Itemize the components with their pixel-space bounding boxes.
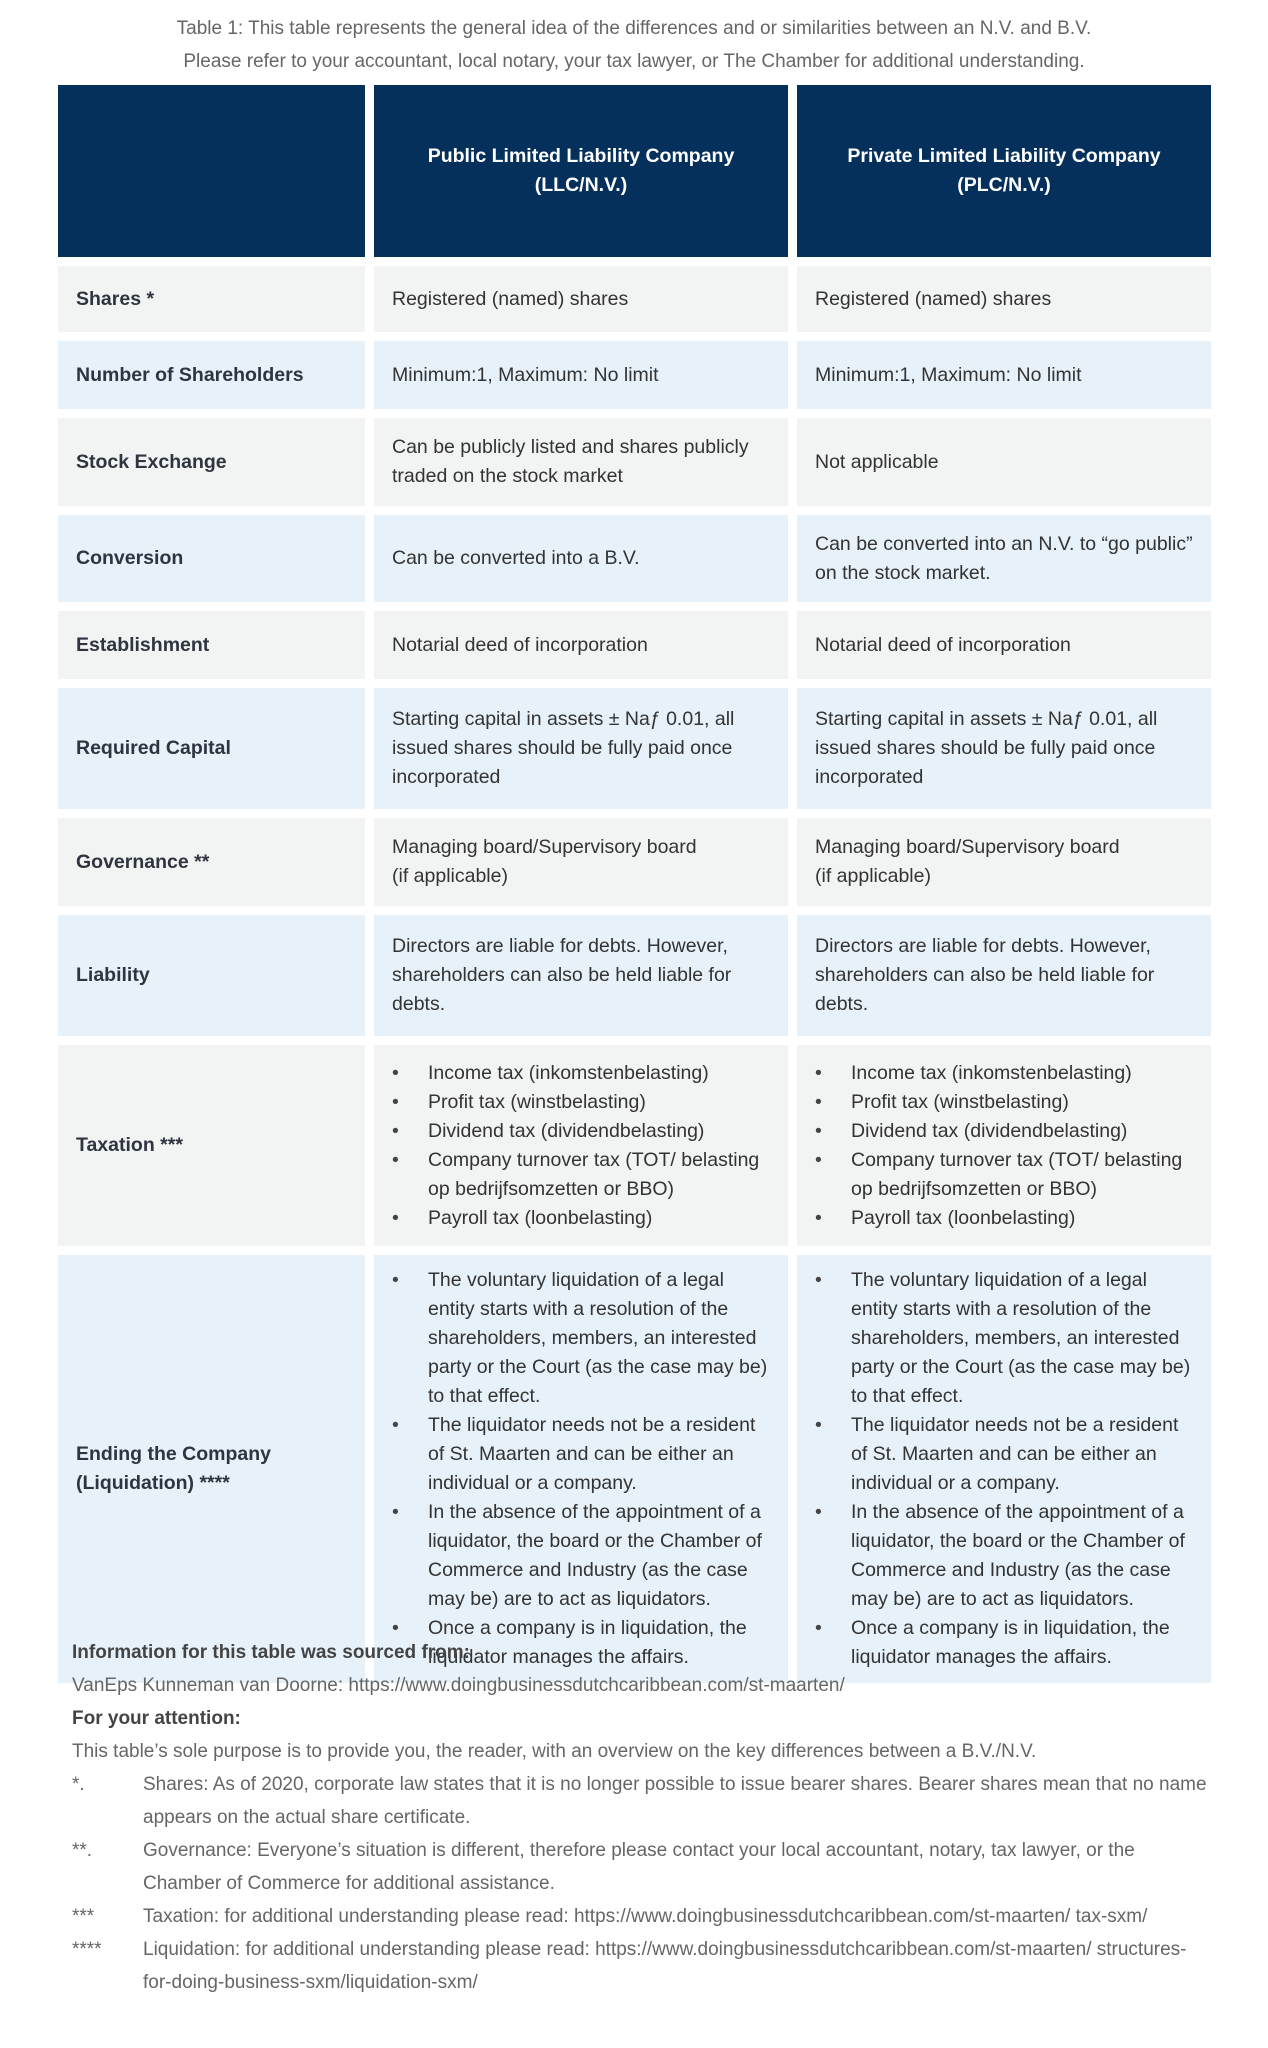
cell-nv-governance-line2: (if applicable) [392, 865, 508, 887]
footnote-marker: **** [72, 1939, 102, 1960]
list-item: • Payroll tax (loonbelasting) [392, 1204, 772, 1233]
list-item: • The voluntary liquidation of a legal entity starts with a resolution of the shareholders, members, an interested party or the Court (as the case may be) to that effect. [815, 1266, 1195, 1411]
cell-bv-governance-line2: (if applicable) [815, 865, 931, 887]
row-label-establishment: Establishment [58, 611, 365, 679]
cell-bv-shareholders: Minimum:1, Maximum: No limit [797, 341, 1211, 409]
cell-bv-establishment: Notarial deed of incorporation [797, 611, 1211, 679]
row-label-taxation: Taxation *** [58, 1045, 365, 1246]
list-item: • Dividend tax (dividendbelasting) [815, 1117, 1195, 1146]
bv-liquidation-list [815, 1266, 1195, 1672]
header-private-line1: Private Limited Liability Company [847, 145, 1161, 167]
list-item: • Income tax (inkomstenbelasting) [392, 1059, 772, 1088]
cell-nv-governance [374, 818, 788, 906]
list-item: • The liquidator needs not be a resident of St. Maarten and can be either an individual or a company. [392, 1411, 772, 1498]
row-label-conversion: Conversion [58, 515, 365, 602]
footnote-text: Liquidation: for additional understanding please read: https://www.doingbusinessdutchcaribbean.com/st-maarten/ structures-for-doing-business-sxm/liquidation-sxm/ [143, 1939, 1187, 1993]
cell-nv-liability: Directors are liable for debts. However, shareholders can also be held liable for debts. [374, 915, 788, 1036]
cell-nv-required-capital: Starting capital in assets ± Naƒ 0.01, all issued shares should be fully paid once incorporated [374, 688, 788, 809]
row-label-liability: Liability [58, 915, 365, 1036]
cell-bv-conversion: Can be converted into an N.V. to “go public” on the stock market. [797, 515, 1211, 602]
bv-taxation-list [815, 1059, 1195, 1233]
header-public-company [374, 85, 788, 257]
source-heading: Information for this table was sourced from: [72, 1642, 470, 1663]
caption-line-1: Table 1: This table represents the general idea of the differences and or similarities between an N.V. and B.V. [176, 18, 1092, 39]
attention-heading: For your attention: [72, 1708, 241, 1729]
footnote-text: Governance: Everyone’s situation is different, therefore please contact your local accountant, notary, tax lawyer, or the Chamber of Commerce for additional assistance. [143, 1840, 1135, 1894]
cell-bv-governance [797, 818, 1211, 906]
cell-bv-taxation [797, 1045, 1211, 1246]
cell-nv-shareholders: Minimum:1, Maximum: No limit [374, 341, 788, 409]
footnote-marker: *** [72, 1906, 95, 1927]
cell-bv-liquidation [797, 1255, 1211, 1683]
footnote [72, 1900, 1212, 1933]
row-label-governance: Governance ** [58, 818, 365, 906]
caption-line-2: Please refer to your accountant, local notary, your tax lawyer, or The Chamber for additional understanding. [183, 51, 1085, 72]
cell-nv-liquidation [374, 1255, 788, 1683]
row-label-liquidation-line2: (Liquidation) **** [76, 1472, 230, 1494]
attention-text: This table’s sole purpose is to provide you, the reader, with an overview on the key differences between a B.V./N.V. [72, 1741, 1037, 1762]
source-text: VanEps Kunneman van Doorne: https://www.doingbusinessdutchcaribbean.com/st-maarten/ [72, 1675, 845, 1696]
comparison-table [58, 85, 1211, 1683]
table-notes [72, 1636, 1212, 1999]
list-item: • Once a company is in liquidation, the liquidator manages the affairs. [392, 1614, 772, 1672]
list-item: • Company turnover tax (TOT/ belasting op bedrijfsomzetten or BBO) [392, 1146, 772, 1204]
row-label-required-capital: Required Capital [58, 688, 365, 809]
footnote [72, 1933, 1212, 1999]
cell-bv-liability: Directors are liable for debts. However, shareholders can also be held liable for debts. [797, 915, 1211, 1036]
header-public-line1: Public Limited Liability Company [427, 145, 735, 167]
footnote-text: Taxation: for additional understanding please read: https://www.doingbusinessdutchcaribbean.com/st-maarten/ tax-sxm/ [143, 1906, 1148, 1927]
cell-nv-governance-line1: Managing board/Supervisory board [392, 836, 697, 858]
cell-nv-establishment: Notarial deed of incorporation [374, 611, 788, 679]
list-item: • Once a company is in liquidation, the liquidator manages the affairs. [815, 1614, 1195, 1672]
footnote-marker: **. [72, 1840, 93, 1861]
list-item: • The voluntary liquidation of a legal entity starts with a resolution of the shareholders, members, an interested party or the Court (as the case may be) to that effect. [392, 1266, 772, 1411]
cell-bv-stock-exchange: Not applicable [797, 418, 1211, 506]
footnote [72, 1768, 1212, 1834]
row-label-liquidation [58, 1255, 365, 1683]
cell-nv-taxation [374, 1045, 788, 1246]
header-public-line2: (LLC/N.V.) [534, 174, 628, 196]
cell-bv-governance-line1: Managing board/Supervisory board [815, 836, 1120, 858]
nv-taxation-list [392, 1059, 772, 1233]
footnote [72, 1834, 1212, 1900]
list-item: • Payroll tax (loonbelasting) [815, 1204, 1195, 1233]
list-item: • Dividend tax (dividendbelasting) [392, 1117, 772, 1146]
list-item: • In the absence of the appointment of a liquidator, the board or the Chamber of Commerce and Industry (as the case may be) are to act as liquidators. [392, 1498, 772, 1614]
header-private-company [797, 85, 1211, 257]
row-label-liquidation-line1: Ending the Company [76, 1443, 271, 1465]
header-empty-cell [58, 85, 365, 257]
row-label-stock-exchange: Stock Exchange [58, 418, 365, 506]
header-private-line2: (PLC/N.V.) [957, 174, 1051, 196]
row-label-shares: Shares * [58, 266, 365, 332]
footnote-marker: *. [72, 1774, 85, 1795]
nv-liquidation-list [392, 1266, 772, 1672]
cell-nv-shares: Registered (named) shares [374, 266, 788, 332]
cell-nv-stock-exchange: Can be publicly listed and shares publicly traded on the stock market [374, 418, 788, 506]
row-label-shareholders: Number of Shareholders [58, 341, 365, 409]
list-item: • The liquidator needs not be a resident of St. Maarten and can be either an individual or a company. [815, 1411, 1195, 1498]
list-item: • Income tax (inkomstenbelasting) [815, 1059, 1195, 1088]
footnote-text: Shares: As of 2020, corporate law states that it is no longer possible to issue bearer shares. Bearer shares mean that no name appears on the actual share certificate. [143, 1774, 1207, 1828]
cell-bv-required-capital: Starting capital in assets ± Naƒ 0.01, all issued shares should be fully paid once incorporated [797, 688, 1211, 809]
cell-nv-conversion: Can be converted into a B.V. [374, 515, 788, 602]
cell-bv-shares: Registered (named) shares [797, 266, 1211, 332]
list-item: • In the absence of the appointment of a liquidator, the board or the Chamber of Commerce and Industry (as the case may be) are to act as liquidators. [815, 1498, 1195, 1614]
table-caption [0, 12, 1268, 78]
list-item: • Profit tax (winstbelasting) [392, 1088, 772, 1117]
list-item: • Profit tax (winstbelasting) [815, 1088, 1195, 1117]
list-item: • Company turnover tax (TOT/ belasting op bedrijfsomzetten or BBO) [815, 1146, 1195, 1204]
